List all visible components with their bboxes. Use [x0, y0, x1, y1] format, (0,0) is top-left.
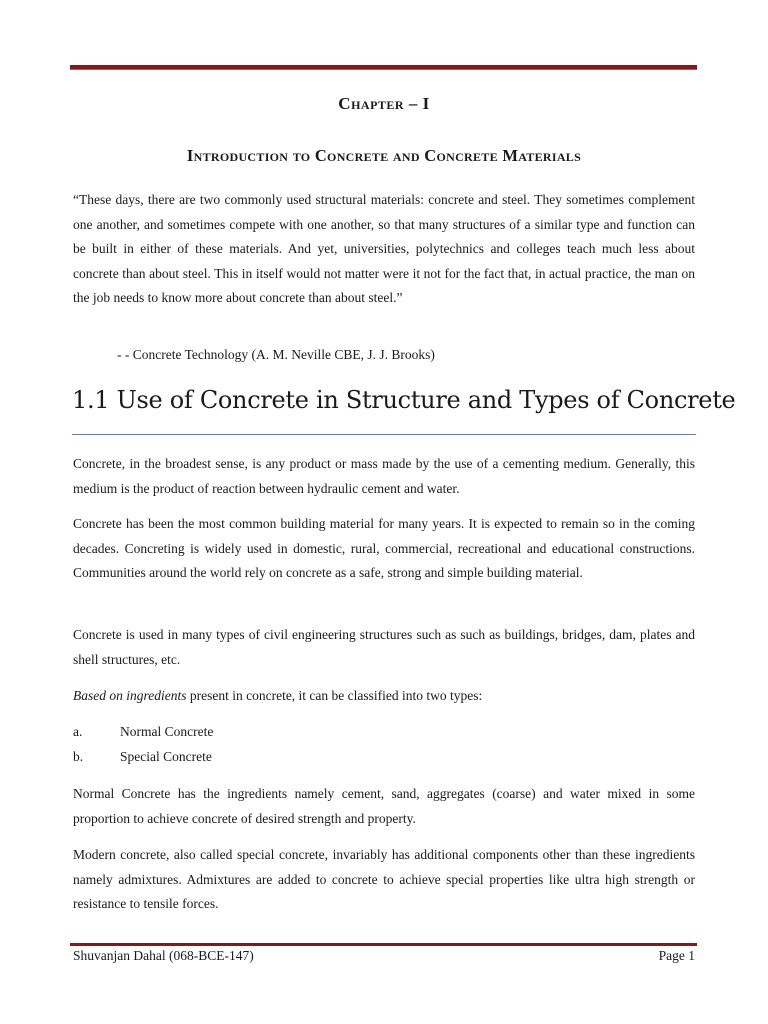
classification-italic: Based on ingredients: [73, 688, 187, 703]
paragraph-usage: Concrete has been the most common building material for many years. It is expected to remain so in the coming decades. Concreting is widely used in domestic, rural, commercial, recreational and educational constructions. Communities around the world rely on concrete as a safe, strong and simple building material.: [73, 516, 695, 580]
concrete-types-list: [73, 719, 213, 769]
classification-rest: present in concrete, it can be classified into two types:: [186, 688, 483, 703]
chapter-title: Introduction to Concrete and Concrete Materials: [186, 146, 582, 165]
paragraph-classification: [73, 684, 695, 709]
footer-author: Shuvanjan Dahal (068-BCE-147): [73, 948, 254, 963]
list-item-label: Normal Concrete: [120, 724, 214, 739]
paragraph-normal-concrete: Normal Concrete has the ingredients namely cement, sand, aggregates (coarse) and water mixed in some proportion to achieve concrete of desired strength and property.: [73, 786, 695, 826]
chapter-label: Chapter – I: [338, 94, 430, 113]
header-rule: [70, 65, 697, 70]
section-heading: 1.1 Use of Concrete in Structure and Types of Concrete: [72, 386, 736, 414]
list-item-label: Special Concrete: [120, 749, 212, 764]
list-marker: a.: [73, 724, 83, 739]
list-item: [73, 744, 213, 769]
section-heading-rule: [72, 434, 696, 435]
footer-rule: [70, 943, 697, 946]
footer-page-number: Page 1: [658, 948, 695, 963]
opening-quote: “These days, there are two commonly used structural materials: concrete and steel. They sometimes complement one another, and sometimes compete with one another, so that many structures of a similar type and function can be built in either of these materials. And yet, universities, polytechnics and colleges teach much less about concrete than about steel. This in itself would not matter were it not for the fact that, in actual practice, the man on the job needs to know more about concrete than about steel.”: [73, 192, 695, 305]
paragraph-structures: Concrete is used in many types of civil engineering structures such as such as buildings, bridges, dam, plates and shell structures, etc.: [73, 627, 695, 667]
paragraph-special-concrete: Modern concrete, also called special concrete, invariably has additional components other than these ingredients namely admixtures. Admixtures are added to concrete to achieve special properties like ultra high strength or resistance to tensile forces.: [73, 847, 695, 911]
list-marker: b.: [73, 749, 84, 764]
quote-citation: - - Concrete Technology (A. M. Neville CBE, J. J. Brooks): [117, 347, 435, 362]
paragraph-definition: Concrete, in the broadest sense, is any product or mass made by the use of a cementing medium. Generally, this medium is the product of reaction between hydraulic cement and water.: [73, 456, 695, 496]
list-item: [73, 719, 213, 744]
